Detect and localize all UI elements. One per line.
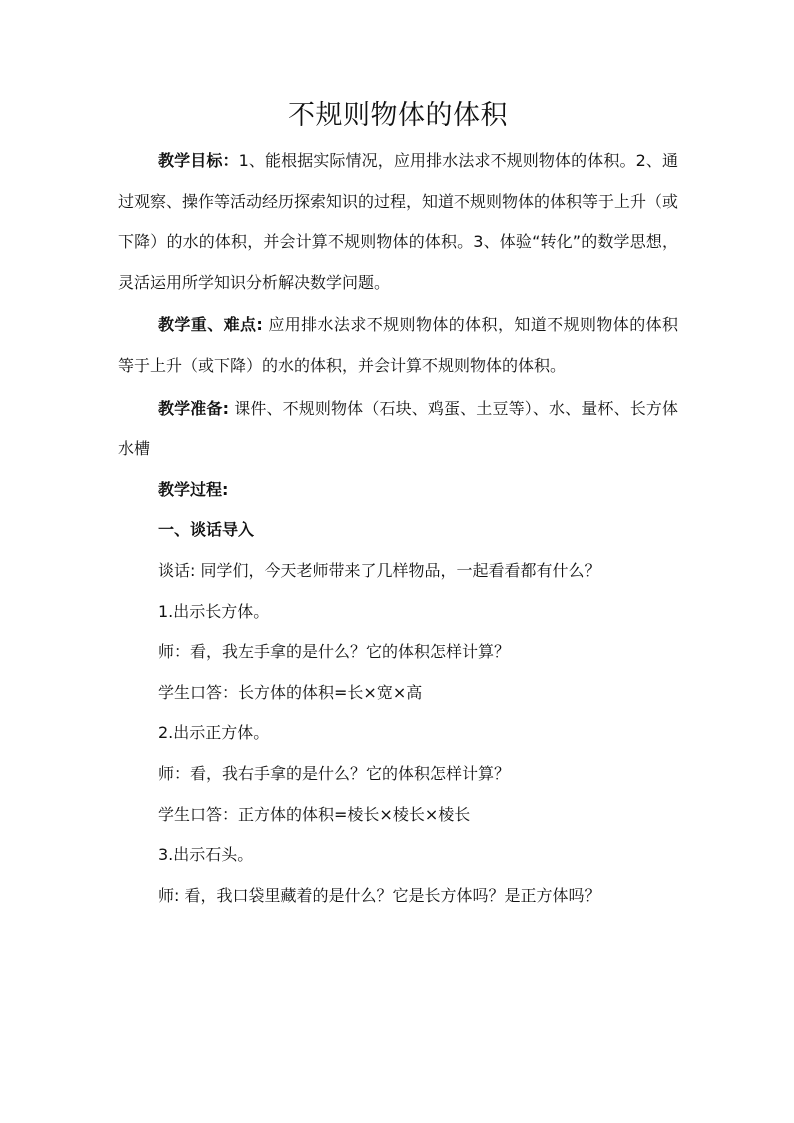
text-line: 师：看，我右手拿的是什么？它的体积怎样计算？ <box>158 763 511 783</box>
key-points-label: 教学重、难点: <box>158 315 263 335</box>
preparation-paragraph <box>118 389 678 470</box>
key-points-paragraph <box>118 305 678 386</box>
text-line: 3.出示石头。 <box>158 845 254 865</box>
document-body <box>118 141 678 916</box>
key-points-text: 应用排水法求不规则物体的体积，知道不规则物体的体积等于上升（或下降）的水的体积，并会计算不规则物体的体积。 <box>118 315 678 375</box>
text-line: 1.出示长方体。 <box>158 601 270 621</box>
preparation-label: 教学准备: <box>158 398 229 418</box>
document-title: 不规则物体的体积 <box>288 100 508 131</box>
objectives-label: 教学目标： <box>158 151 239 170</box>
text-line: 谈话: 同学们，今天老师带来了几样物品，一起看看都有什么？ <box>158 560 601 580</box>
objectives-paragraph <box>118 141 678 303</box>
objectives-text: 1、能根据实际情况，应用排水法求不规则物体的体积。2、通过观察、操作等活动经历探索知识的过程，知道不规则物体的体积等于上升（或下降）的水的体积，并会计算不规则物体的体积。3、体验“转化”的数学思想，灵活运用所学知识分析解决数学问题。 <box>118 151 679 292</box>
text-line: 学生口答：长方体的体积=长×宽×高 <box>158 682 423 702</box>
preparation-text: 课件、不规则物体（石块、鸡蛋、土豆等）、水、量杯、长方体水槽 <box>118 398 678 459</box>
process-heading: 教学过程: <box>158 479 229 499</box>
text-line: 学生口答：正方体的体积=棱长×棱长×棱长 <box>158 804 471 824</box>
text-line: 2.出示正方体。 <box>158 723 270 743</box>
text-line: 师: 看，我口袋里藏着的是什么？它是长方体吗？是正方体吗？ <box>158 885 601 905</box>
section-one-heading: 一、谈话导入 <box>158 520 255 540</box>
text-line: 师：看，我左手拿的是什么？它的体积怎样计算？ <box>158 642 511 662</box>
